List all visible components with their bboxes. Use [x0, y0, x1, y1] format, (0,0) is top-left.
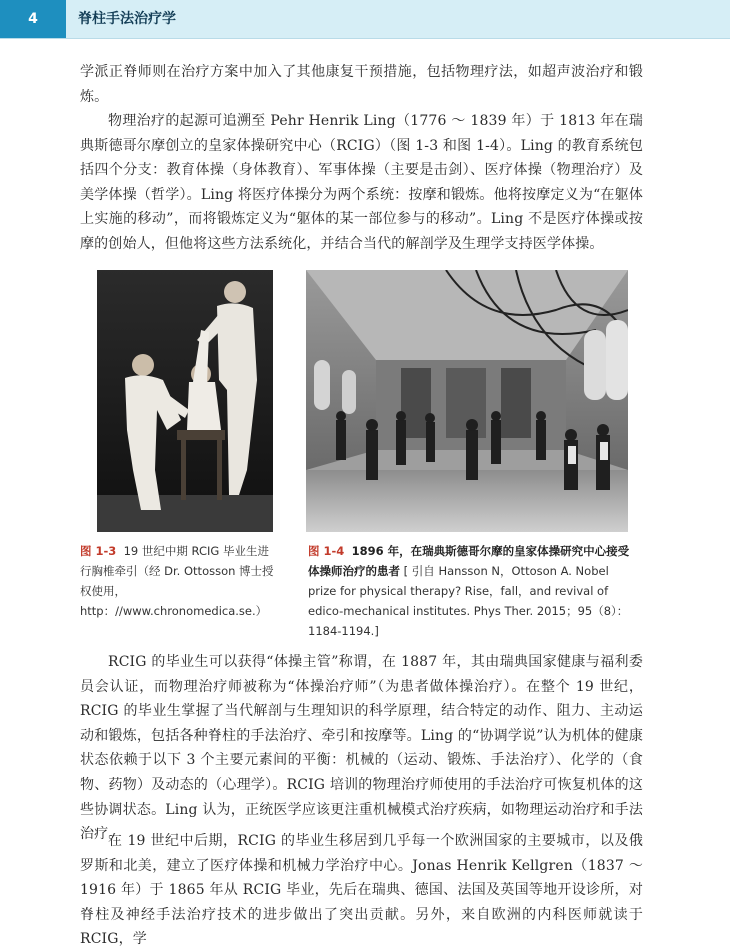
- paragraph-4: 在 19 世纪中后期，RCIG 的毕业生移居到几乎每一个欧洲国家的主要城市，以及俄罗斯和北美，建立了医疗体操和机械力学治疗中心。Jonas Henrik Kellgren（1837 ～ 1916 年）于 1865 年从 RCIG 毕业，先后在瑞典、德国、法国及英国等地开设诊所，对脊柱及神经手法治疗技术的进步做出了突出贡献。另外，来自欧洲的内科医师就读于 RCIG，学: [80, 833, 643, 948]
- paragraph-1: 学派正脊师则在治疗方案中加入了其他康复干预措施，包括物理疗法，如超声波治疗和锻炼。: [80, 64, 643, 105]
- figure-1-3-caption-text: 19 世纪中期 RCIG 毕业生进行胸椎牵引（经 Dr. Ottosson 博士授权使用，http：//www.chronomedica.se.）: [80, 544, 274, 618]
- figure-1-4-photo: [306, 270, 628, 532]
- book-title: 脊柱手法治疗学: [78, 11, 176, 27]
- figure-1-3-caption: [80, 541, 280, 621]
- page-header: [0, 0, 730, 39]
- paragraph-3: RCIG 的毕业生可以获得“体操主管”称谓，在 1887 年，其由瑞典国家健康与福利委员会认证，而物理治疗师被称为“体操治疗师”（为患者做体操治疗）。在整个 19 世纪，RCIG 的毕业生掌握了当代解剖与生理知识的科学原理，结合特定的动作、阻力、主动运动和锻炼，包括各种脊柱的手法治疗、牵引和按摩等。Ling 的“协调学说”认为机体的健康状态依赖于以下 3 个主要元素间的平衡：机械的（运动、锻炼、手法治疗）、化学的（食物、药物）及动态的（心理学）。RCIG 培训的物理治疗师使用的手法治疗可恢复机体的这些协调状态。Ling 认为，正统医学应该更注重机械模式治疗疾病，如物理运动治疗和手法治疗。: [80, 654, 643, 843]
- figure-1-4-caption-text: 1896 年，在瑞典斯德哥尔摩的皇家体操研究中心接受体操师治疗的患者: [308, 544, 630, 578]
- figure-1-4-caption: [308, 541, 630, 641]
- figure-1-3-label: 图 1-3: [80, 544, 117, 558]
- page-number: 4: [0, 0, 66, 38]
- paragraph-2: 物理治疗的起源可追溯至 Pehr Henrik Ling（1776 ～ 1839 年）于 1813 年在瑞典斯德哥尔摩创立的皇家体操研究中心（RCIG）（图 1-3 和图 1-4）。Ling 的教育系统包括四个分支：教育体操（身体教育）、军事体操（主要是击剑）、医疗体操（物理治疗）及美学体操（哲学）。Ling 将医疗体操分为两个系统：按摩和锻炼。他将按摩定义为“在躯体上实施的移动”，而将锻炼定义为“躯体的某一部位参与的移动”。Ling 不是医疗体操或按摩的创始人，但他将这些方法系统化，并结合当代的解剖学及生理学支持医学体操。: [80, 113, 643, 252]
- figure-1-4-label: 图 1-4: [308, 544, 345, 558]
- figure-1-4-illustration: [306, 270, 628, 532]
- figure-1-3-photo: [97, 270, 273, 532]
- figure-1-4-caption-reference: [ 引自 Hansson N，Ottoson A. Nobel prize for physical therapy? Rise，fall，and revival of edico-mechanical institutes. Phys Ther. 2015；95（8）：1184-1194.]: [308, 564, 629, 638]
- figure-1-3-illustration: [97, 270, 273, 532]
